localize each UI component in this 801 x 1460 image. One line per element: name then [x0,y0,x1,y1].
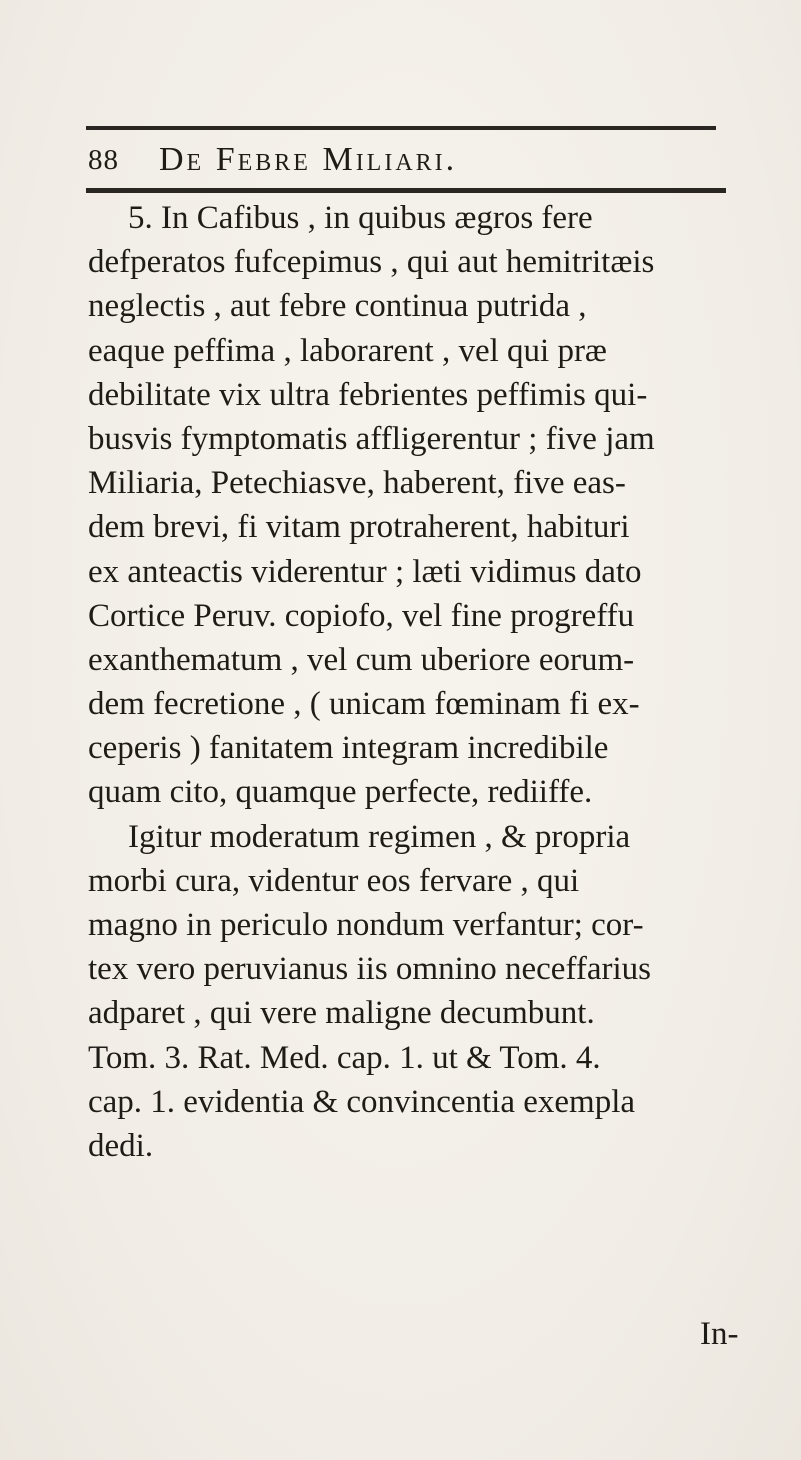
text-line: Cortice Peruv. copiofo, vel fine progreffu [88,597,635,634]
text-line: ex anteactis viderentur ; læti vidimus dato [88,553,642,590]
header-rule-top [86,126,716,130]
text-line: Miliaria, Petechiasve, haberent, five eas- [88,465,626,502]
text-line: dem fecretione , ( unicam fœminam fi ex- [88,686,640,723]
text-line: cap. 1. evidentia & convincentia exempla [88,1083,636,1120]
text-line: 5. In Cafibus , in quibus ægros fere [128,200,593,236]
text-line: adparet , qui vere maligne decumbunt. [88,995,595,1032]
text-line: neglectis , aut febre continua putrida , [88,288,587,325]
text-line: defperatos fufcepimus , qui aut hemitritæis [88,244,655,281]
text-line: busvis fymptomatis affligerentur ; five jam [88,420,655,457]
running-head [88,138,728,182]
header-rule-bottom [86,188,726,193]
text-line: eaque peffima , laborarent , vel qui præ [88,332,607,369]
text-line: Igitur moderatum regimen , & propria [128,818,631,855]
text-line: ceperis ) fanitatem integram incredibile [88,730,609,767]
catchword: In- [700,1316,739,1352]
text-line: exanthematum , vel cum uberiore eorum- [88,641,635,678]
text-line: dem brevi, fi vitam protraherent, habituri [88,509,630,546]
text-line: tex vero peruvianus iis omnino neceffarius [88,951,651,988]
page-number: 88 [88,143,119,176]
running-title: De Febre Miliari. [159,141,458,178]
text-line: Tom. 3. Rat. Med. cap. 1. ut & Tom. 4. [88,1039,601,1076]
text-line: morbi cura, videntur eos fervare , qui [88,862,580,899]
text-line: dedi. [88,1127,154,1164]
text-line: magno in periculo nondum verfantur; cor- [88,907,644,943]
text-line: debilitate vix ultra febrientes peffimis qui- [88,376,648,413]
body-text [88,196,768,1168]
text-line: quam cito, quamque perfecte, rediiffe. [88,774,593,811]
